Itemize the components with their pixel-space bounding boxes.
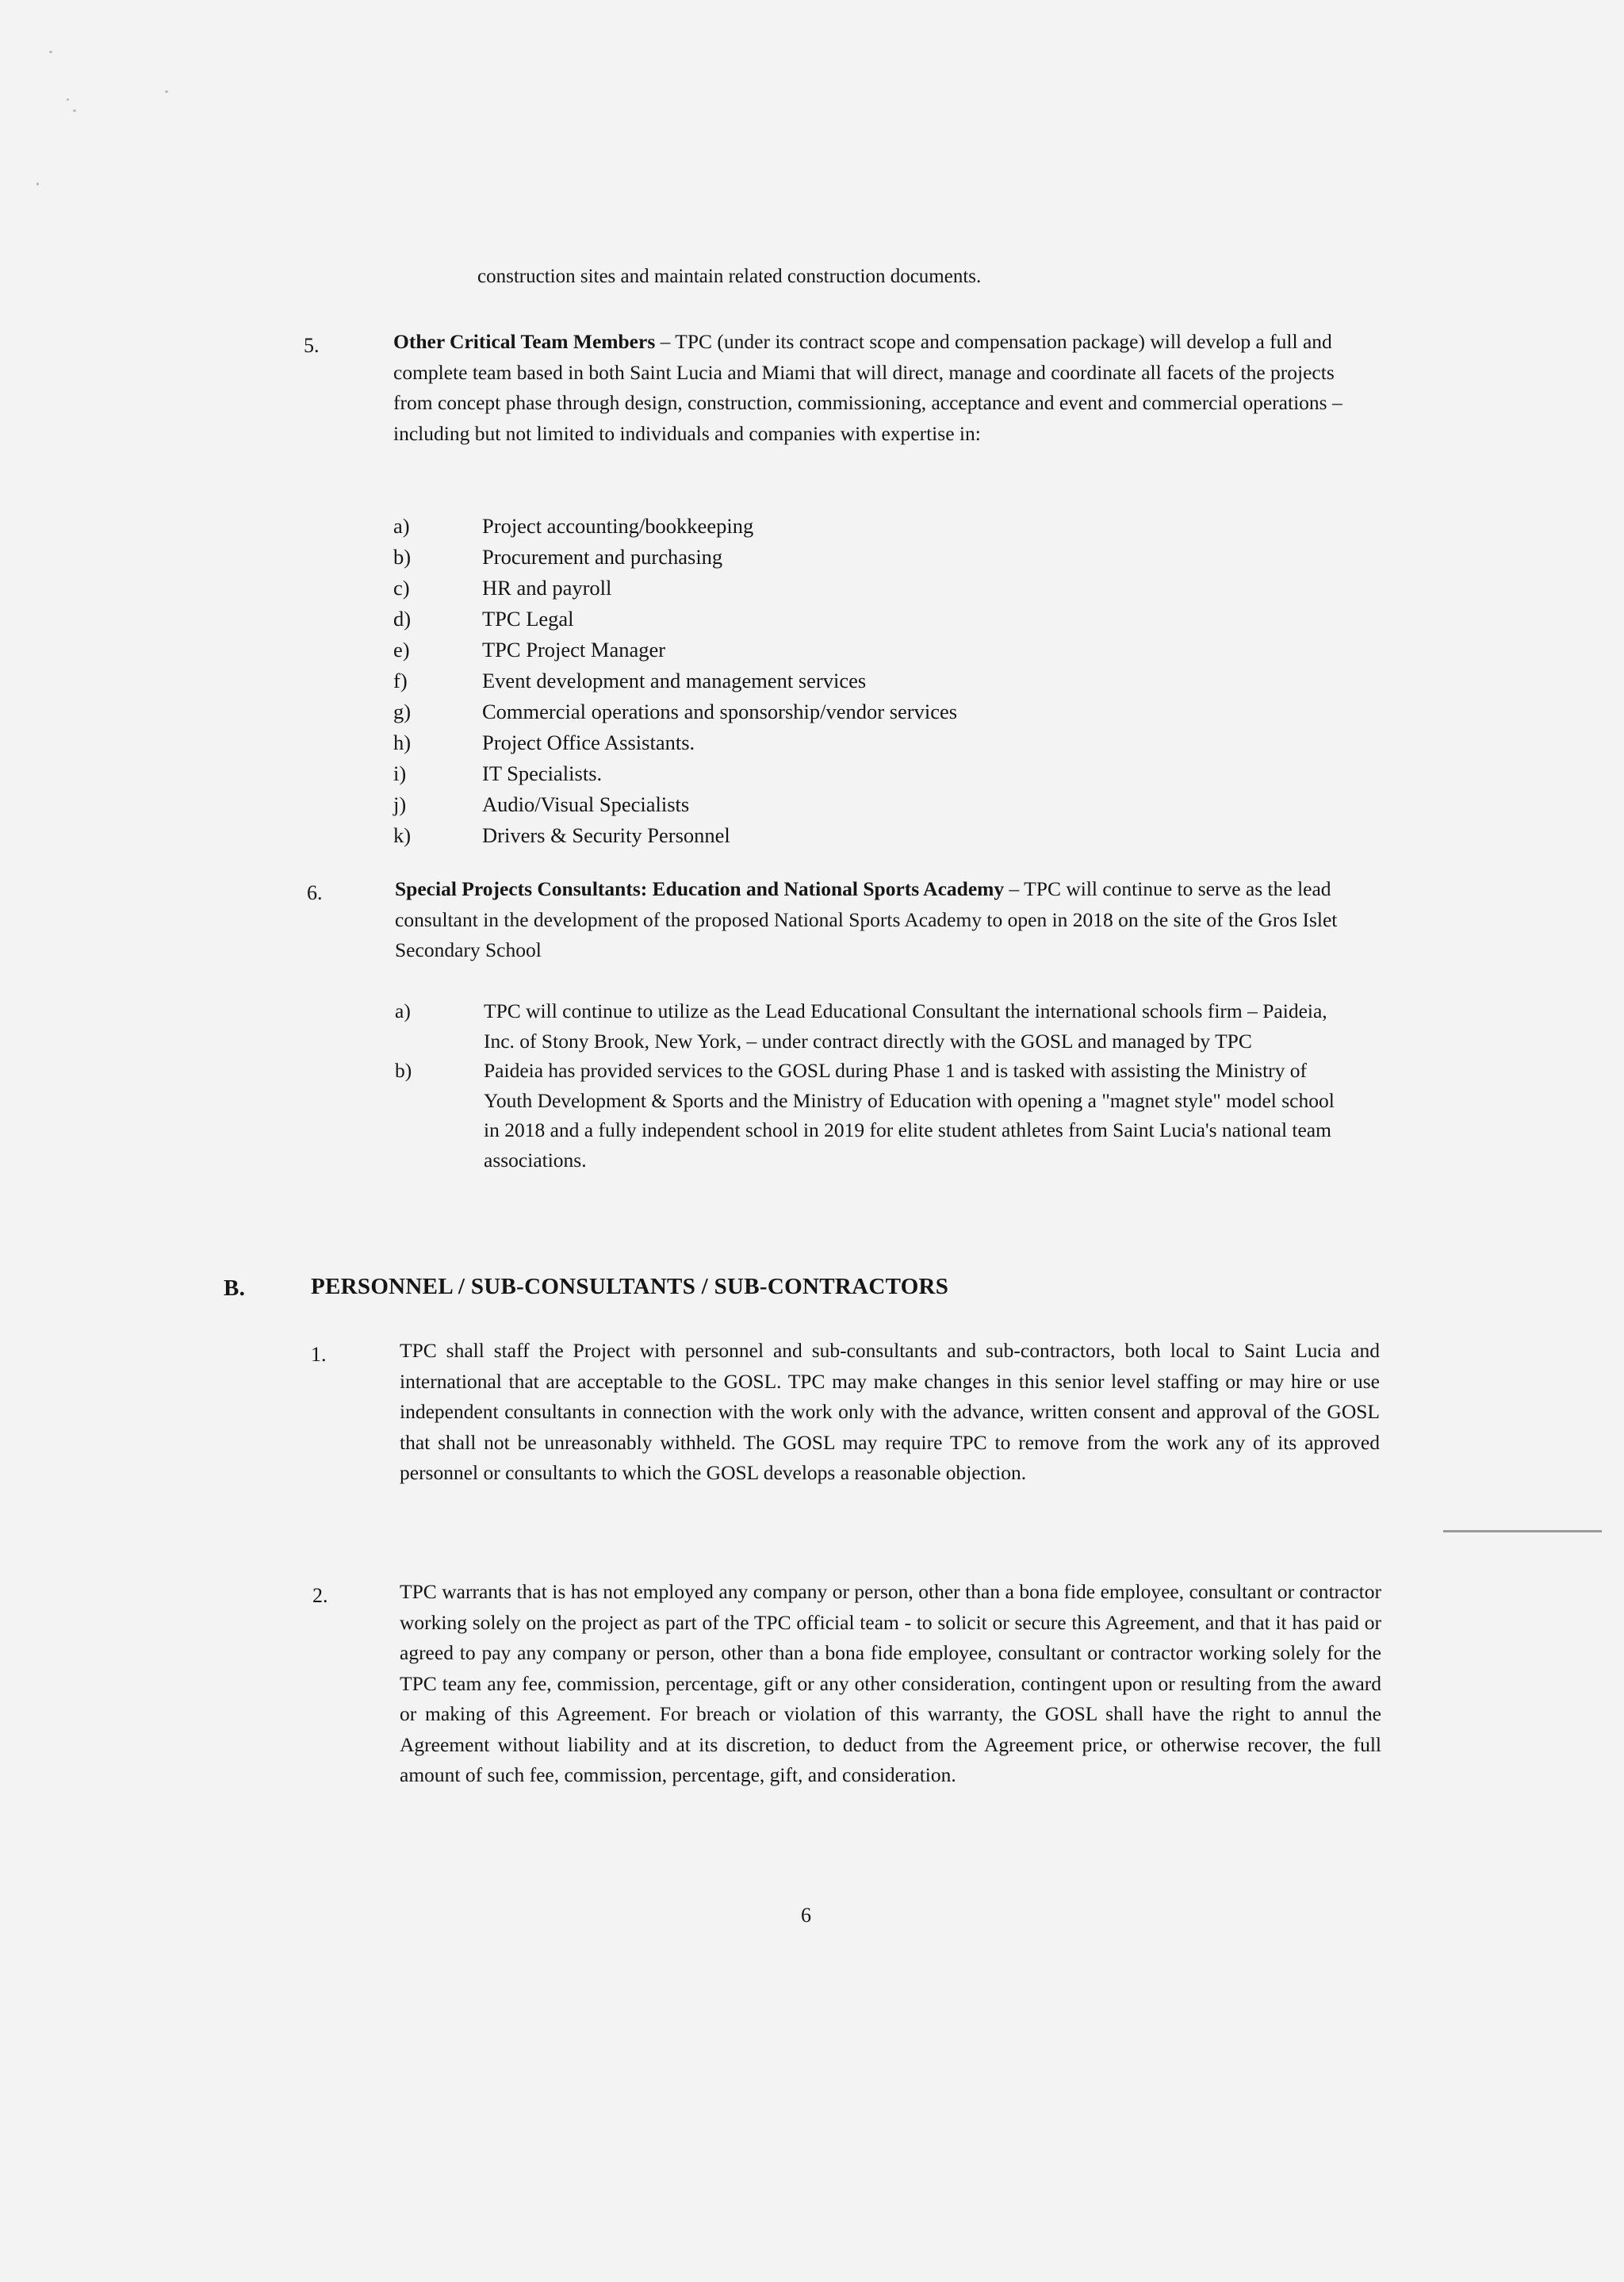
section-b-title: PERSONNEL / SUB-CONSULTANTS / SUB-CONTRACTORS bbox=[311, 1274, 949, 1299]
scan-speck bbox=[67, 98, 69, 101]
item-5-text: – TPC (under its contract scope and compensation package) will develop a full and complete team based in both Saint Lucia and Miami that will direct, manage and coordinate all facets of the projects from concept phase through design, construction, commissioning, acceptance and event and commercial operations – including but not limited to individuals and companies with expertise in: bbox=[393, 330, 1342, 445]
list-item: h) Project Office Assistants. bbox=[393, 731, 695, 754]
section-b-item-2-paragraph: TPC warrants that is has not employed any company or person, other than a bona fide employee, consultant or contractor working solely on the project as part of the TPC official team - to solicit or secure this Agreement, and that it has paid or agreed to pay any company or person, other than a bona fide employee, consultant or contractor working solely for the TPC team any fee, commission, percentage, gift or any other consideration, contingent upon or resulting from the award or making of this Agreement. For breach or violation of this warranty, the GOSL shall have the right to annul the Agreement without liability and at its discretion, to deduct from the Agreement price, or otherwise recover, the full amount of such fee, commission, percentage, gift, and consideration. bbox=[400, 1580, 1381, 1786]
scan-speck bbox=[73, 109, 76, 112]
section-b-item-1-number: 1. bbox=[311, 1343, 327, 1366]
item-6-text: – TPC will continue to serve as the lead consultant in the development of the proposed National Sports Academy to open in 2018 on the site of the Gros Islet Secondary School bbox=[395, 877, 1338, 961]
item-5-list bbox=[393, 511, 1186, 851]
item-6-heading: Special Projects Consultants: Education and National Sports Academy bbox=[395, 877, 1005, 900]
list-item: a) Project accounting/bookkeeping bbox=[393, 514, 754, 538]
continuation-line: construction sites and maintain related construction documents. bbox=[477, 266, 982, 287]
list-item: i) IT Specialists. bbox=[393, 761, 603, 785]
list-item: b) Paideia has provided services to the GOSL during Phase 1 and is tasked with assisting the Ministry of Youth Development & Sports and the Ministry of Education with opening a "magnet style" model school in 2018 and a fully independent school in 2019 for elite student athletes from Saint Lucia's national team associations. bbox=[395, 1059, 1335, 1172]
list-item: k) Drivers & Security Personnel bbox=[393, 823, 730, 847]
list-item: b) Procurement and purchasing bbox=[393, 545, 723, 569]
list-item: e) TPC Project Manager bbox=[393, 638, 666, 662]
list-item: j) Audio/Visual Specialists bbox=[393, 792, 690, 816]
item-5-paragraph bbox=[393, 327, 1357, 449]
scan-edge-line bbox=[1443, 1530, 1602, 1532]
list-item: c) HR and payroll bbox=[393, 576, 612, 600]
section-b-item-1-paragraph: TPC shall staff the Project with personnel and sub-consultants and sub-contractors, both local to Saint Lucia and international that are acceptable to the GOSL. TPC may make changes in this senior level staffing or may hire or use independent consultants in connection with the work only with the advance, written consent and approval of the GOSL that shall not be unreasonably withheld. The GOSL may require TPC to remove from the work any of its approved personnel or consultants to which the GOSL develops a reasonable objection. bbox=[400, 1339, 1380, 1484]
item-6-number: 6. bbox=[307, 881, 323, 904]
scan-speck bbox=[36, 182, 39, 186]
section-b-letter: B. bbox=[224, 1275, 246, 1301]
list-item: a) TPC will continue to utilize as the Lead Educational Consultant the international schools firm – Paideia, Inc. of Stony Brook, New York, – under contract directly with the GOSL and managed by TPC bbox=[395, 999, 1327, 1053]
item-5-heading: Other Critical Team Members bbox=[393, 330, 656, 353]
section-b-item-2-number: 2. bbox=[312, 1584, 328, 1607]
item-6-paragraph bbox=[395, 874, 1378, 966]
scan-speck bbox=[49, 51, 52, 53]
item-6-list bbox=[395, 996, 1354, 1175]
list-item: g) Commercial operations and sponsorship/vendor services bbox=[393, 700, 958, 723]
scan-speck bbox=[165, 90, 168, 93]
item-5-number: 5. bbox=[304, 334, 320, 357]
list-item: f) Event development and management services bbox=[393, 669, 867, 692]
list-item: d) TPC Legal bbox=[393, 607, 574, 631]
page-number: 6 bbox=[801, 1904, 811, 1927]
